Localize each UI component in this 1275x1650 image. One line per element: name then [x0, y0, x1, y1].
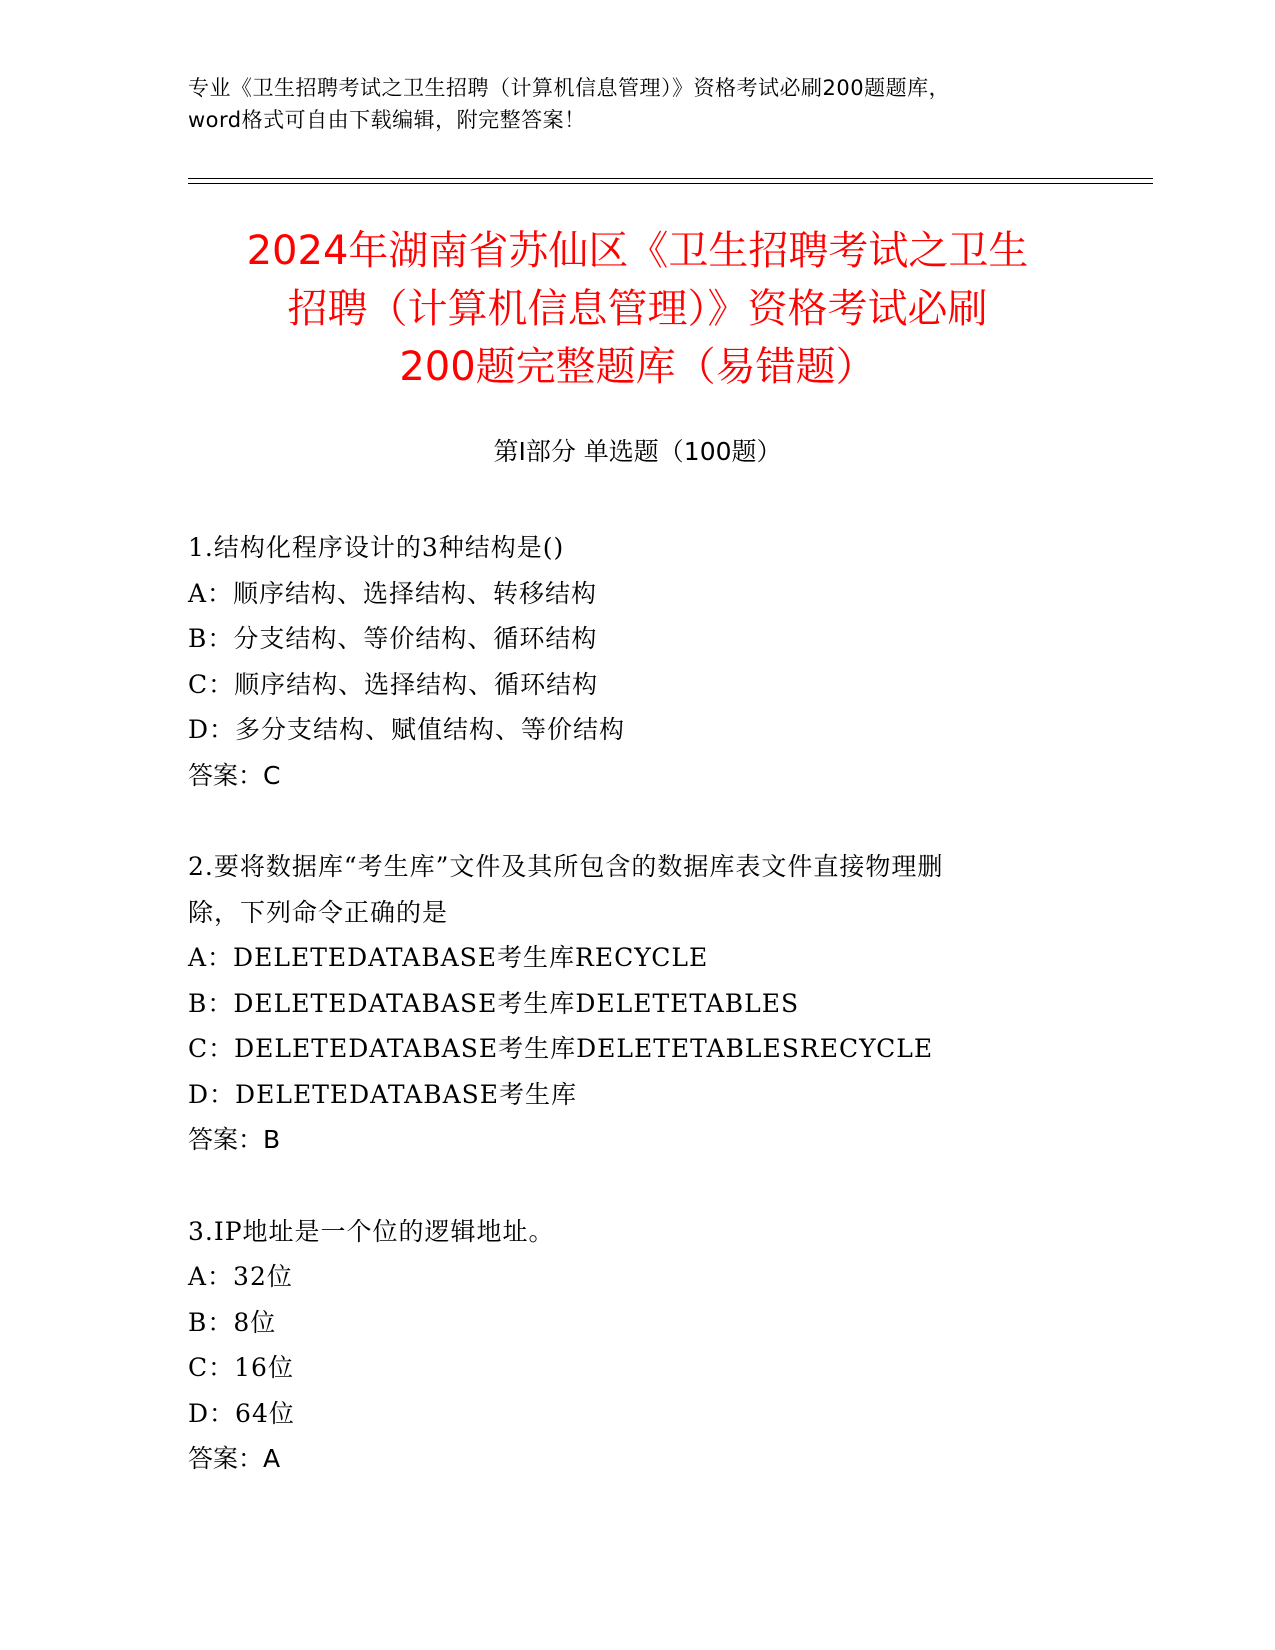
header-divider-bottom	[188, 183, 1153, 184]
option-d: D：64位	[188, 1398, 295, 1428]
question-3	[188, 1209, 1088, 1482]
answer: 答案：C	[188, 760, 281, 790]
option-a: A：顺序结构、选择结构、转移结构	[188, 578, 598, 608]
document-title-line-1: 2024年湖南省苏仙区《卫生招聘考试之卫生	[246, 228, 1029, 274]
option-d: D：DELETEDATABASE考生库	[188, 1079, 578, 1109]
header-divider-top	[188, 178, 1153, 179]
section-heading: 第I部分 单选题（100题）	[493, 437, 782, 466]
option-c: C：16位	[188, 1353, 294, 1382]
header-note-line-2: word格式可自由下载编辑，附完整答案！	[188, 108, 586, 132]
question-2	[188, 844, 1088, 1163]
option-b: B：分支结构、等价结构、循环结构	[188, 624, 598, 653]
question-stem: 1.结构化程序设计的3种结构是()	[188, 533, 565, 562]
question-stem-line-1: 2.要将数据库“考生库”文件及其所包含的数据库表文件直接物理删	[188, 852, 944, 881]
option-b: B：DELETEDATABASE考生库DELETETABLES	[188, 988, 800, 1018]
question-stem: 3.IP地址是一个位的逻辑地址。	[188, 1216, 555, 1246]
option-a: A：32位	[188, 1262, 293, 1291]
document-title-line-2: 招聘（计算机信息管理）》资格考试必刷	[287, 286, 988, 332]
header-note	[188, 72, 1088, 136]
header-note-line-1: 专业《卫生招聘考试之卫生招聘（计算机信息管理）》资格考试必刷200题题库，	[188, 76, 951, 100]
question-1	[188, 525, 1088, 798]
answer: 答案：A	[188, 1444, 281, 1473]
question-stem-line-2: 除，下列命令正确的是	[188, 897, 449, 927]
question-list	[188, 525, 1088, 1528]
option-a: A：DELETEDATABASE考生库RECYCLE	[188, 943, 709, 972]
answer: 答案：B	[188, 1125, 281, 1154]
document-title-line-3: 200题完整题库（易错题）	[399, 344, 876, 390]
document-title	[150, 222, 1125, 396]
option-b: B：8位	[188, 1307, 277, 1337]
option-d: D：多分支结构、赋值结构、等价结构	[188, 715, 626, 744]
option-c: C：顺序结构、选择结构、循环结构	[188, 669, 599, 699]
option-c: C：DELETEDATABASE考生库DELETETABLESRECYCLE	[188, 1034, 934, 1063]
